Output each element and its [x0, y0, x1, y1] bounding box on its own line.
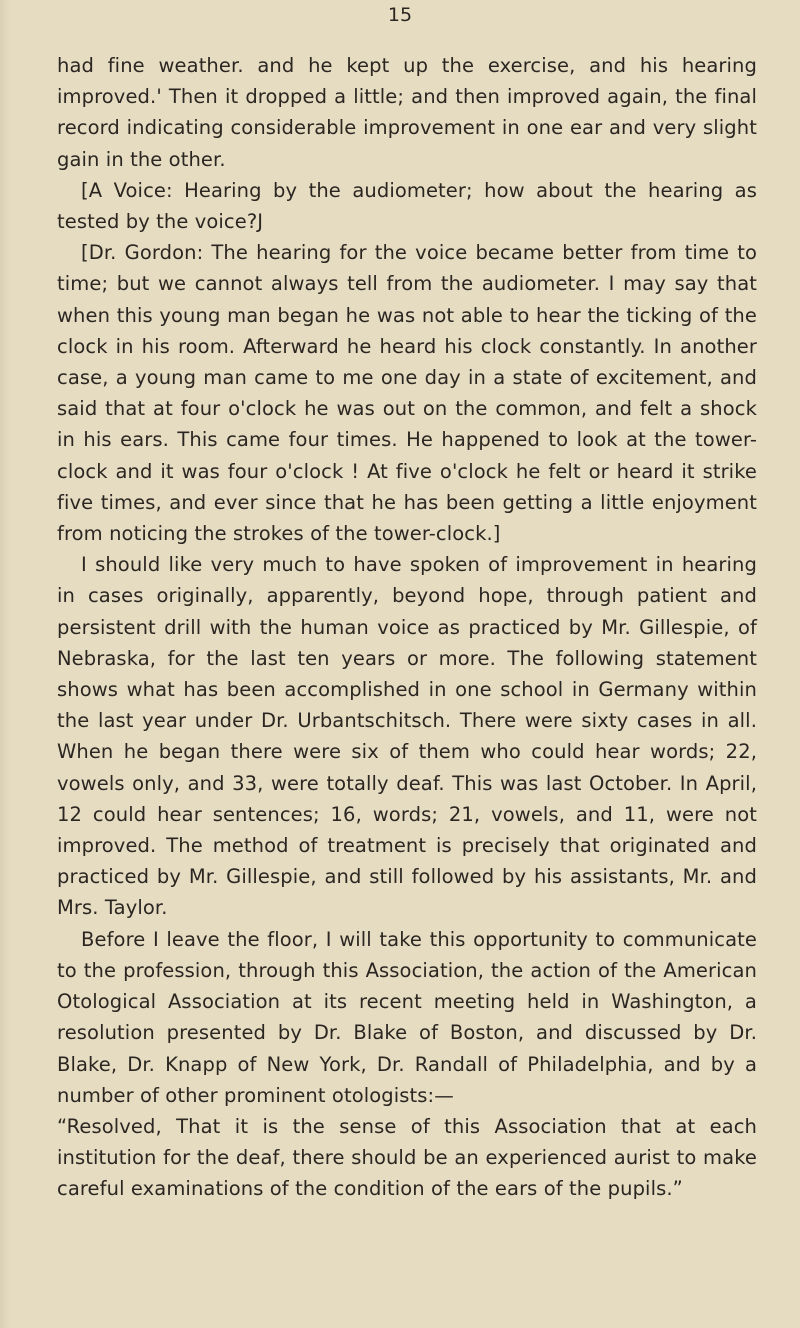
- paragraph-voice-question: [A Voice: Hearing by the audiometer; how about the hearing as tested by the voice?J: [57, 178, 757, 234]
- page-number: 15: [387, 4, 413, 26]
- body-text: [57, 50, 757, 1205]
- paragraph-resolution: “Resolved, That it is the sense of this Association that at each institution for the deaf, there should be an experienced aurist to make careful examinations of the condition of the ears of the pupils.”: [57, 1114, 757, 1201]
- paragraph-continuation: had fine weather. and he kept up the exercise, and his hearing improved.' Then it dropped a little; and then improved again, the final record indicating considerable improvement in one ear and very slight gain in the other.: [57, 54, 757, 171]
- page-edge-shadow: [0, 0, 10, 1328]
- paragraph-association-action: Before I leave the floor, I will take this opportunity to communicate to the profession, through this Association, the action of the American Otological Association at its recent meeting held in Washington, a resolution presented by Dr. Blake of Boston, and discussed by Dr. Blake, Dr. Knapp of New York, Dr. Randall of Philadelphia, and by a number of other prominent otologists:—: [57, 927, 757, 1107]
- paragraph-improvement-drill: I should like very much to have spoken of improvement in hearing in cases originally, apparently, beyond hope, through patient and persistent drill with the human voice as practiced by Mr. Gillespie, of Nebraska, for the last ten years or more. The following statement shows what has been accomplished in one school in Germany within the last year under Dr. Urbantschitsch. There were sixty cases in all. When he began there were six of them who could hear words; 22, vowels only, and 33, were totally deaf. This was last October. In April, 12 could hear sentences; 16, words; 21, vowels, and 11, were not improved. The method of treatment is precisely that originated and practiced by Mr. Gillespie, and still followed by his assistants, Mr. and Mrs. Taylor.: [57, 553, 757, 920]
- paragraph-dr-gordon-reply: [Dr. Gordon: The hearing for the voice became better from time to time; but we cannot always tell from the audiometer. I may say that when this young man began he was not able to hear the ticking of the clock in his room. Afterward he heard his clock constantly. In another case, a young man came to me one day in a state of excitement, and said that at four o'clock he was out on the common, and felt a shock in his ears. This came four times. He happened to look at the tower-clock and it was four o'clock ! At five o'clock he felt or heard it strike five times, and ever since that he has been getting a little enjoyment from noticing the strokes of the tower-clock.]: [57, 241, 757, 546]
